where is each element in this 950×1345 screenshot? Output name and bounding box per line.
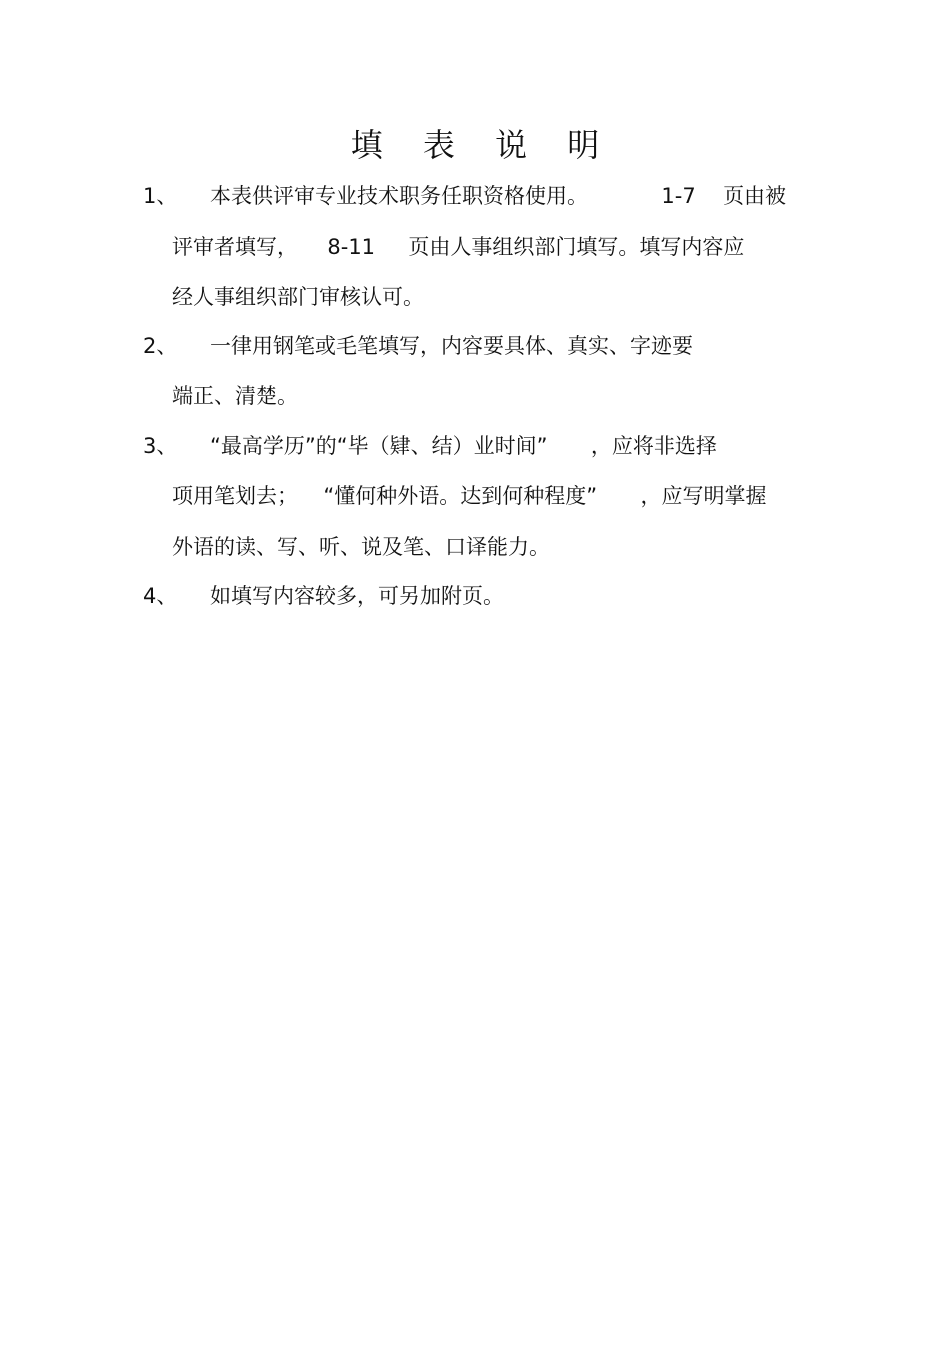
item-4-line-1-text: 如填写内容较多，可另加附页。 [210,584,504,608]
item-3-number: 3、 [143,434,178,458]
item-3-line-2-text-a: 项用笔划去； [172,484,298,508]
item-3-line-1-text-a: “最高学历”的“毕（肄、结）业时间” [210,434,548,458]
item-1-line-2-text-c: 页由人事组织部门填写。填写内容应 [408,235,745,259]
item-4-number: 4、 [143,584,178,608]
item-1-line-3 [172,282,424,312]
item-2-line-2-text: 端正、清楚。 [172,384,298,408]
item-1-line-1-text-b: 1-7 [661,184,696,208]
item-1-line-2 [172,232,744,262]
item-1-line-2-text-a: 评审者填写， [172,235,298,259]
item-2-line-1-text: 一律用钢笔或毛笔填写，内容要具体、真实、字迹要 [210,334,693,358]
item-1-line-2-text-b: 8-11 [327,235,376,259]
item-2-number: 2、 [143,334,178,358]
item-1-line-3-text: 经人事组织部门审核认可。 [172,285,424,309]
item-2-line-2 [172,381,298,411]
item-1-line-1-text-c: 页由被 [723,184,787,208]
item-3-line-3-text: 外语的读、写、听、说及笔、口译能力。 [172,535,550,559]
item-3-line-2-text-c: ，应写明掌握 [640,484,767,508]
item-3-line-1 [210,431,717,461]
item-3-line-2-text-b: “懂何种外语。达到何种程度” [323,484,598,508]
item-3-line-2 [172,481,767,511]
item-1-number: 1、 [143,184,178,208]
item-1-line-1-text-a: 本表供评审专业技术职务任职资格使用。 [210,184,588,208]
item-2-line-1 [210,331,693,361]
item-3-line-1-text-b: ，应将非选择 [590,434,717,458]
item-4-line-1 [210,581,504,611]
page-title: 填 表 说 明 [350,126,600,164]
item-3-line-3 [172,532,550,562]
item-1-line-1 [210,181,786,211]
